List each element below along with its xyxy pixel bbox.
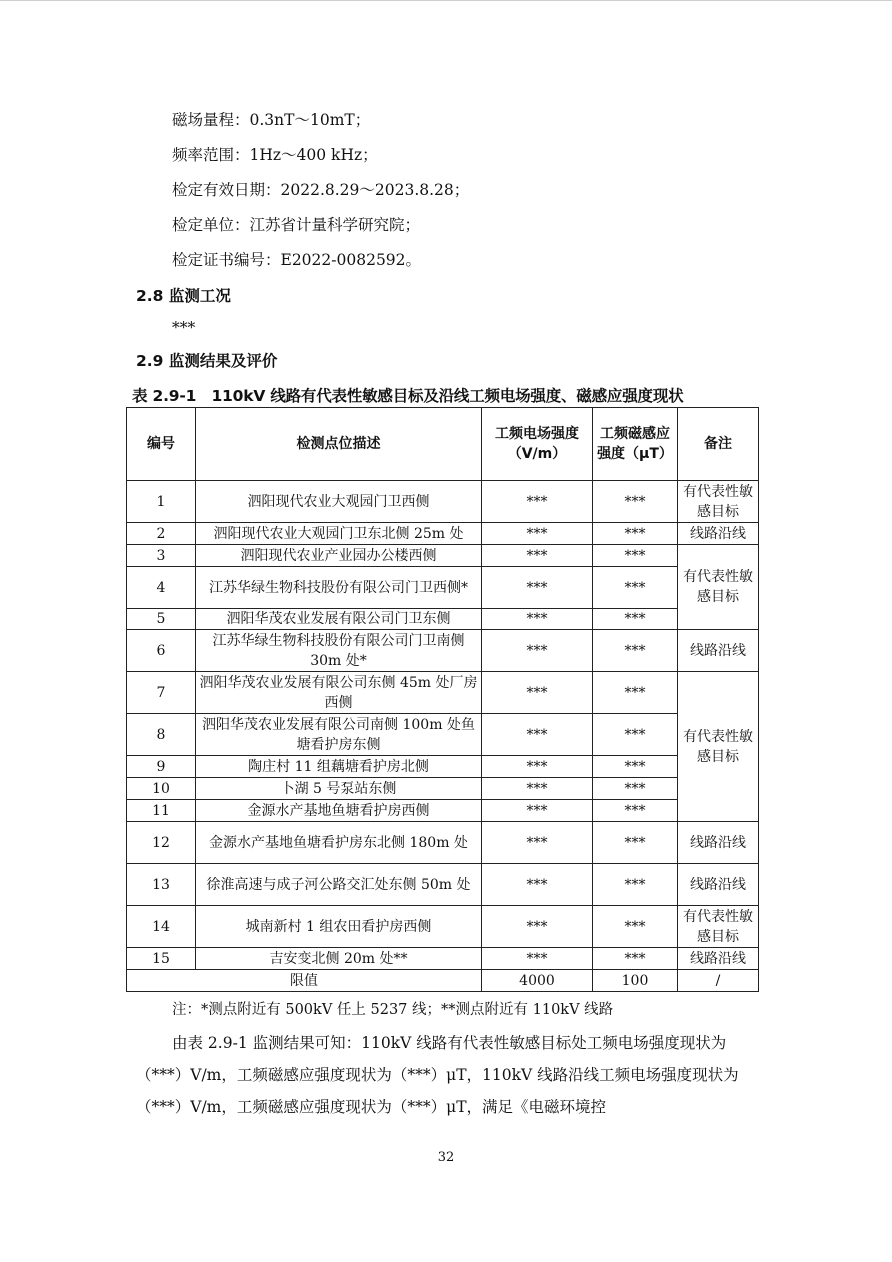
cell-no: 9 bbox=[127, 756, 196, 778]
table-row bbox=[127, 609, 759, 630]
cell-b: *** bbox=[593, 545, 678, 567]
cell-b: *** bbox=[593, 756, 678, 778]
cell-b: *** bbox=[593, 481, 678, 523]
cell-desc: 城南新村 1 组农田看护房西侧 bbox=[196, 906, 482, 948]
table-row bbox=[127, 545, 759, 567]
table-header-row bbox=[127, 408, 759, 481]
table-row bbox=[127, 906, 759, 948]
cell-remark: 有代表性敏感目标 bbox=[678, 545, 759, 630]
intro-line-valid-date: 检定有效日期：2022.8.29～2023.8.28； bbox=[172, 181, 470, 199]
header-desc: 检测点位描述 bbox=[196, 408, 482, 481]
cell-e: *** bbox=[482, 948, 593, 970]
cell-no: 5 bbox=[127, 609, 196, 630]
limit-e-value: 4000 bbox=[482, 970, 593, 992]
cell-no: 12 bbox=[127, 822, 196, 864]
cell-b: *** bbox=[593, 672, 678, 714]
section-2-8-body: *** bbox=[172, 319, 196, 337]
limit-b-value: 100 bbox=[593, 970, 678, 992]
cell-e: *** bbox=[482, 672, 593, 714]
cell-desc: 泗阳华茂农业发展有限公司南侧 100m 处鱼塘看护房东侧 bbox=[196, 714, 482, 756]
intro-line-range: 磁场量程：0.3nT～10mT； bbox=[172, 111, 371, 129]
cell-desc: 金源水产基地鱼塘看护房东北侧 180m 处 bbox=[196, 822, 482, 864]
cell-e: *** bbox=[482, 864, 593, 906]
cell-b: *** bbox=[593, 609, 678, 630]
cell-no: 7 bbox=[127, 672, 196, 714]
cell-desc: 吉安变北侧 20m 处** bbox=[196, 948, 482, 970]
cell-no: 2 bbox=[127, 523, 196, 545]
header-remark: 备注 bbox=[678, 408, 759, 481]
table-row bbox=[127, 481, 759, 523]
intro-line-unit: 检定单位：江苏省计量科学研究院； bbox=[172, 216, 421, 234]
cell-e: *** bbox=[482, 609, 593, 630]
cell-remark: 线路沿线 bbox=[678, 822, 759, 864]
cell-remark: 有代表性敏感目标 bbox=[678, 906, 759, 948]
cell-b: *** bbox=[593, 630, 678, 672]
cell-desc: 陶庄村 11 组藕塘看护房北侧 bbox=[196, 756, 482, 778]
cell-desc: 泗阳现代农业大观园门卫西侧 bbox=[196, 481, 482, 523]
cell-desc: 江苏华绿生物科技股份有限公司门卫南侧 30m 处* bbox=[196, 630, 482, 672]
limit-remark: / bbox=[678, 970, 759, 992]
cell-no: 10 bbox=[127, 778, 196, 800]
cell-e: *** bbox=[482, 778, 593, 800]
limit-label: 限值 bbox=[127, 970, 482, 992]
cell-desc: 江苏华绿生物科技股份有限公司门卫西侧* bbox=[196, 567, 482, 609]
table-row bbox=[127, 714, 759, 756]
table-row bbox=[127, 822, 759, 864]
cell-e: *** bbox=[482, 481, 593, 523]
table-row bbox=[127, 800, 759, 822]
cell-e: *** bbox=[482, 567, 593, 609]
cell-desc: 泗阳华茂农业发展有限公司门卫东侧 bbox=[196, 609, 482, 630]
intro-line-cert: 检定证书编号：E2022-0082592。 bbox=[172, 251, 422, 269]
cell-e: *** bbox=[482, 630, 593, 672]
cell-no: 4 bbox=[127, 567, 196, 609]
cell-e: *** bbox=[482, 756, 593, 778]
cell-no: 3 bbox=[127, 545, 196, 567]
cell-no: 6 bbox=[127, 630, 196, 672]
table-row bbox=[127, 778, 759, 800]
cell-remark: 线路沿线 bbox=[678, 948, 759, 970]
cell-desc: 泗阳现代农业大观园门卫东北侧 25m 处 bbox=[196, 523, 482, 545]
table-row bbox=[127, 630, 759, 672]
top-rule bbox=[0, 0, 892, 1]
table-row bbox=[127, 567, 759, 609]
cell-remark: 线路沿线 bbox=[678, 630, 759, 672]
table-row bbox=[127, 948, 759, 970]
cell-b: *** bbox=[593, 822, 678, 864]
cell-b: *** bbox=[593, 864, 678, 906]
table-row bbox=[127, 864, 759, 906]
cell-remark: 线路沿线 bbox=[678, 523, 759, 545]
cell-remark: 线路沿线 bbox=[678, 864, 759, 906]
table-row bbox=[127, 672, 759, 714]
header-b-field: 工频磁感应强度（μT） bbox=[593, 408, 678, 481]
table-row bbox=[127, 756, 759, 778]
cell-e: *** bbox=[482, 545, 593, 567]
cell-b: *** bbox=[593, 778, 678, 800]
cell-e: *** bbox=[482, 822, 593, 864]
cell-b: *** bbox=[593, 523, 678, 545]
section-2-9-title: 2.9 监测结果及评价 bbox=[136, 352, 278, 370]
conclusion-paragraph bbox=[136, 1027, 756, 1123]
cell-remark: 有代表性敏感目标 bbox=[678, 481, 759, 523]
cell-no: 15 bbox=[127, 948, 196, 970]
cell-no: 14 bbox=[127, 906, 196, 948]
table-note: 注：*测点附近有 500kV 任上 5237 线；**测点附近有 110kV 线路 bbox=[172, 1002, 614, 1018]
results-table bbox=[126, 407, 759, 992]
cell-no: 13 bbox=[127, 864, 196, 906]
table-caption: 表 2.9-1 110kV 线路有代表性敏感目标及沿线工频电场强度、磁感应强度现状 bbox=[132, 387, 684, 405]
cell-remark: 有代表性敏感目标 bbox=[678, 672, 759, 822]
cell-no: 11 bbox=[127, 800, 196, 822]
cell-b: *** bbox=[593, 948, 678, 970]
cell-desc: 金源水产基地鱼塘看护房西侧 bbox=[196, 800, 482, 822]
cell-b: *** bbox=[593, 800, 678, 822]
cell-e: *** bbox=[482, 800, 593, 822]
cell-b: *** bbox=[593, 567, 678, 609]
table-row bbox=[127, 523, 759, 545]
conclusion-text: 由表 2.9-1 监测结果可知：110kV 线路有代表性敏感目标处工频电场强度现状为（***）V/m，工频磁感应强度现状为（***）μT，110kV 线路沿线工频电场强度现状为（***）V/m，工频磁感应强度现状为（***）μT，满足《电磁环境控 bbox=[136, 1034, 739, 1116]
cell-desc: 卜湖 5 号泵站东侧 bbox=[196, 778, 482, 800]
header-e-field: 工频电场强度（V/m） bbox=[482, 408, 593, 481]
cell-e: *** bbox=[482, 906, 593, 948]
cell-desc: 徐淮高速与成子河公路交汇处东侧 50m 处 bbox=[196, 864, 482, 906]
cell-desc: 泗阳现代农业产业园办公楼西侧 bbox=[196, 545, 482, 567]
cell-e: *** bbox=[482, 523, 593, 545]
cell-no: 1 bbox=[127, 481, 196, 523]
section-2-8-title: 2.8 监测工况 bbox=[136, 287, 231, 305]
cell-b: *** bbox=[593, 906, 678, 948]
header-no: 编号 bbox=[127, 408, 196, 481]
cell-e: *** bbox=[482, 714, 593, 756]
cell-b: *** bbox=[593, 714, 678, 756]
table-limit-row bbox=[127, 970, 759, 992]
cell-no: 8 bbox=[127, 714, 196, 756]
intro-line-frequency: 频率范围：1Hz～400 kHz； bbox=[172, 146, 378, 164]
page-number: 32 bbox=[437, 1150, 455, 1165]
cell-desc: 泗阳华茂农业发展有限公司东侧 45m 处厂房西侧 bbox=[196, 672, 482, 714]
